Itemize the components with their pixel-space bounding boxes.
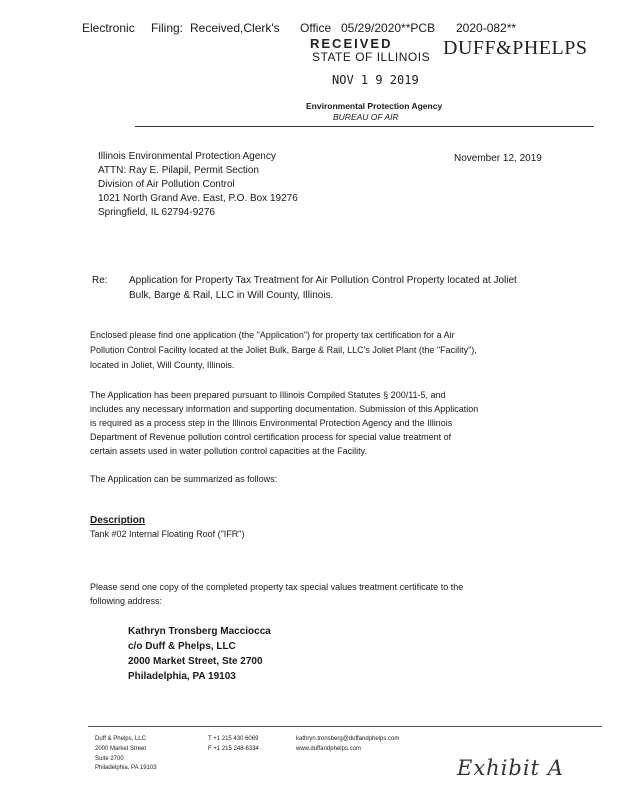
paragraph-line: Enclosed please find one application (the "Application") for property tax certification for a Air (90, 330, 455, 340)
received-stamp-state: STATE OF ILLINOIS (312, 50, 431, 64)
received-stamp-agency: Environmental Protection Agency (306, 101, 443, 111)
letter-date: November 12, 2019 (454, 153, 542, 164)
re-label: Re: (92, 275, 108, 286)
footer-phone: T +1 215 430 6069 (208, 736, 259, 742)
header-rule-right (497, 126, 594, 127)
address-line: Springfield, IL 62794-9276 (98, 207, 215, 218)
received-stamp-bureau: BUREAU OF AIR (333, 112, 399, 122)
address-line: 1021 North Grand Ave. East, P.O. Box 19276 (98, 193, 298, 204)
paragraph-line: The Application has been prepared pursuant to Illinois Compiled Statutes § 200/11-5, and (90, 390, 446, 400)
address-line: Division of Air Pollution Control (98, 179, 235, 190)
handwritten-exhibit-label: Exhibit A (457, 756, 564, 780)
paragraph-line: is required as a process step in the Illinois Environmental Protection Agency and the Illinois (90, 418, 453, 428)
filing-word-received: Received,Clerk's (190, 21, 280, 35)
address-line: Illinois Environmental Protection Agency (98, 151, 276, 162)
paragraph-line: located in Joliet, Will County, Illinois. (90, 360, 235, 370)
re-subject-line: Bulk, Barge & Rail, LLC in Will County, Illinois. (129, 290, 334, 301)
filing-date: 05/29/2020**PCB (341, 21, 436, 35)
footer-address-line: Suite 2700 (95, 756, 124, 762)
paragraph-line: Please send one copy of the completed property tax special values treatment certificate to the (90, 582, 464, 592)
paragraph-line: certain assets used in water pollution control capacities at the Facility. (90, 446, 367, 456)
mail-to-line: c/o Duff & Phelps, LLC (128, 641, 236, 652)
footer-rule (88, 726, 602, 727)
duff-phelps-logo: DUFF&PHELPS (443, 37, 588, 59)
description-item: Tank #02 Internal Floating Roof ("IFR") (90, 529, 245, 539)
description-heading: Description (90, 515, 146, 526)
mail-to-line: 2000 Market Street, Ste 2700 (128, 656, 263, 667)
header-rule-left (135, 126, 497, 127)
footer-address-line: 2000 Market Street (95, 746, 147, 752)
filing-case-number: 2020-082** (456, 21, 517, 35)
paragraph-line: includes any necessary information and supporting documentation. Submission of this Application (90, 404, 479, 414)
footer-address-line: Duff & Phelps, LLC (95, 736, 146, 742)
footer-fax: F +1 215 248-6334 (208, 746, 259, 752)
re-subject-line: Application for Property Tax Treatment for Air Pollution Control Property located at Joliet (129, 275, 517, 286)
filing-word-filing: Filing: (151, 21, 184, 35)
paragraph-summary: The Application can be summarized as follows: (90, 474, 278, 484)
address-line: ATTN: Ray E. Pilapil, Permit Section (98, 165, 259, 176)
paragraph-line: Pollution Control Facility located at the Joliet Bulk, Barge & Rail, LLC's Joliet Plant (the "Facility"), (90, 345, 477, 355)
footer-email-link[interactable]: kathryn.tronsberg@duffandphelps.com (296, 736, 400, 742)
mail-to-line: Philadelphia, PA 19103 (128, 671, 236, 682)
filing-word-electronic: Electronic (82, 21, 135, 35)
received-stamp-date: NOV 1 9 2019 (332, 73, 419, 87)
paragraph-line: Department of Revenue pollution control certification process for special value treatment of (90, 432, 452, 442)
received-stamp-title: RECEIVED (310, 36, 393, 51)
mail-to-line: Kathryn Tronsberg Macciocca (128, 626, 271, 637)
footer-address-line: Philadelphia, PA 19103 (95, 765, 157, 771)
footer-website-link[interactable]: www.duffandphelps.com (296, 746, 361, 752)
paragraph-line: following address: (90, 596, 163, 606)
filing-word-office: Office (300, 21, 332, 35)
